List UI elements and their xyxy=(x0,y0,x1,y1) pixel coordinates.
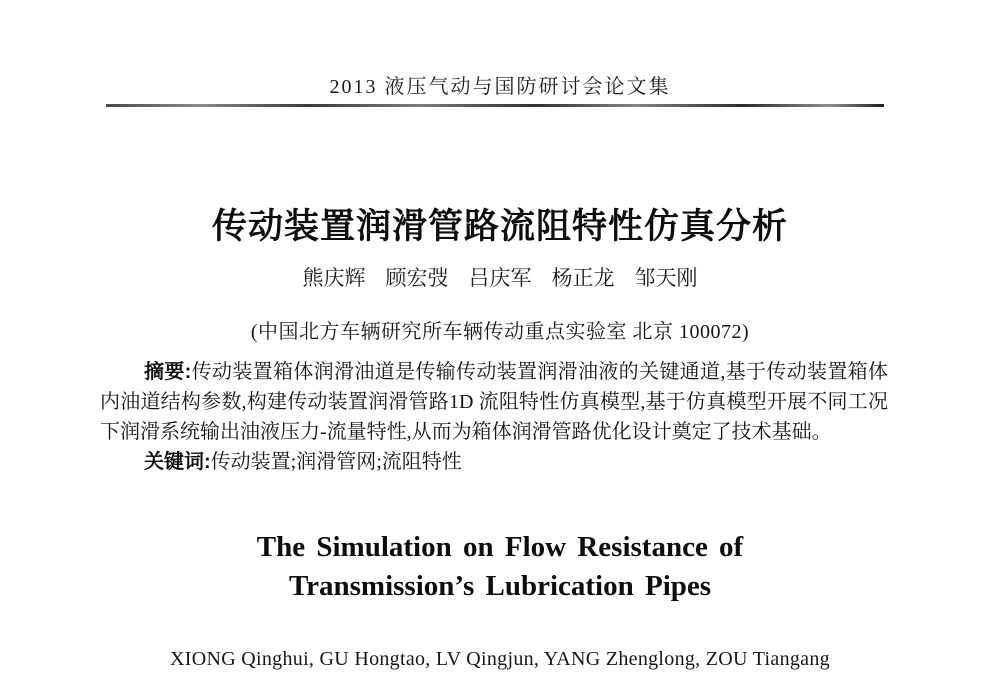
paper-title-en xyxy=(0,528,1000,606)
author-name: 顾宏弢 xyxy=(385,266,449,290)
abstract-text: 传动装置箱体润滑油道是传输传动装置润滑油液的关键通道,基于传动装置箱体内油道结构参数,构建传动装置润滑管路1D 流阻特性仿真模型,基于仿真模型开展不同工况下润滑系统输出油液压力-流量特性,从而为箱体润滑管路优化设计奠定了技术基础。 xyxy=(100,361,888,443)
affiliation: (中国北方车辆研究所车辆传动重点实验室 北京 100072) xyxy=(250,321,750,343)
keywords-label: 关键词: xyxy=(144,451,211,473)
keywords-text: 传动装置;润滑管网;流阻特性 xyxy=(210,451,462,473)
abstract-label: 摘要: xyxy=(144,361,192,383)
proceedings-header: 2013 液压气动与国防研讨会论文集 xyxy=(329,76,671,98)
authors-zh xyxy=(0,262,1000,292)
paper-title-en-line1: The Simulation on Flow Resistance of xyxy=(256,531,744,563)
header-divider-rule xyxy=(106,104,884,107)
keywords xyxy=(100,447,888,477)
abstract xyxy=(100,357,888,447)
author-name: 吕庆军 xyxy=(468,266,532,290)
paper-title-zh: 传动装置润滑管路流阻特性仿真分析 xyxy=(211,207,788,247)
paper-title-en-line2: Transmission’s Lubrication Pipes xyxy=(288,570,712,602)
authors-en: XIONG Qinghui, GU Hongtao, LV Qingjun, YANG Zhenglong, ZOU Tiangang xyxy=(170,648,830,670)
author-name: 邹天刚 xyxy=(634,266,698,290)
author-name: 杨正龙 xyxy=(551,266,615,290)
abstract-keywords-block xyxy=(100,357,888,477)
author-name: 熊庆辉 xyxy=(302,266,366,290)
